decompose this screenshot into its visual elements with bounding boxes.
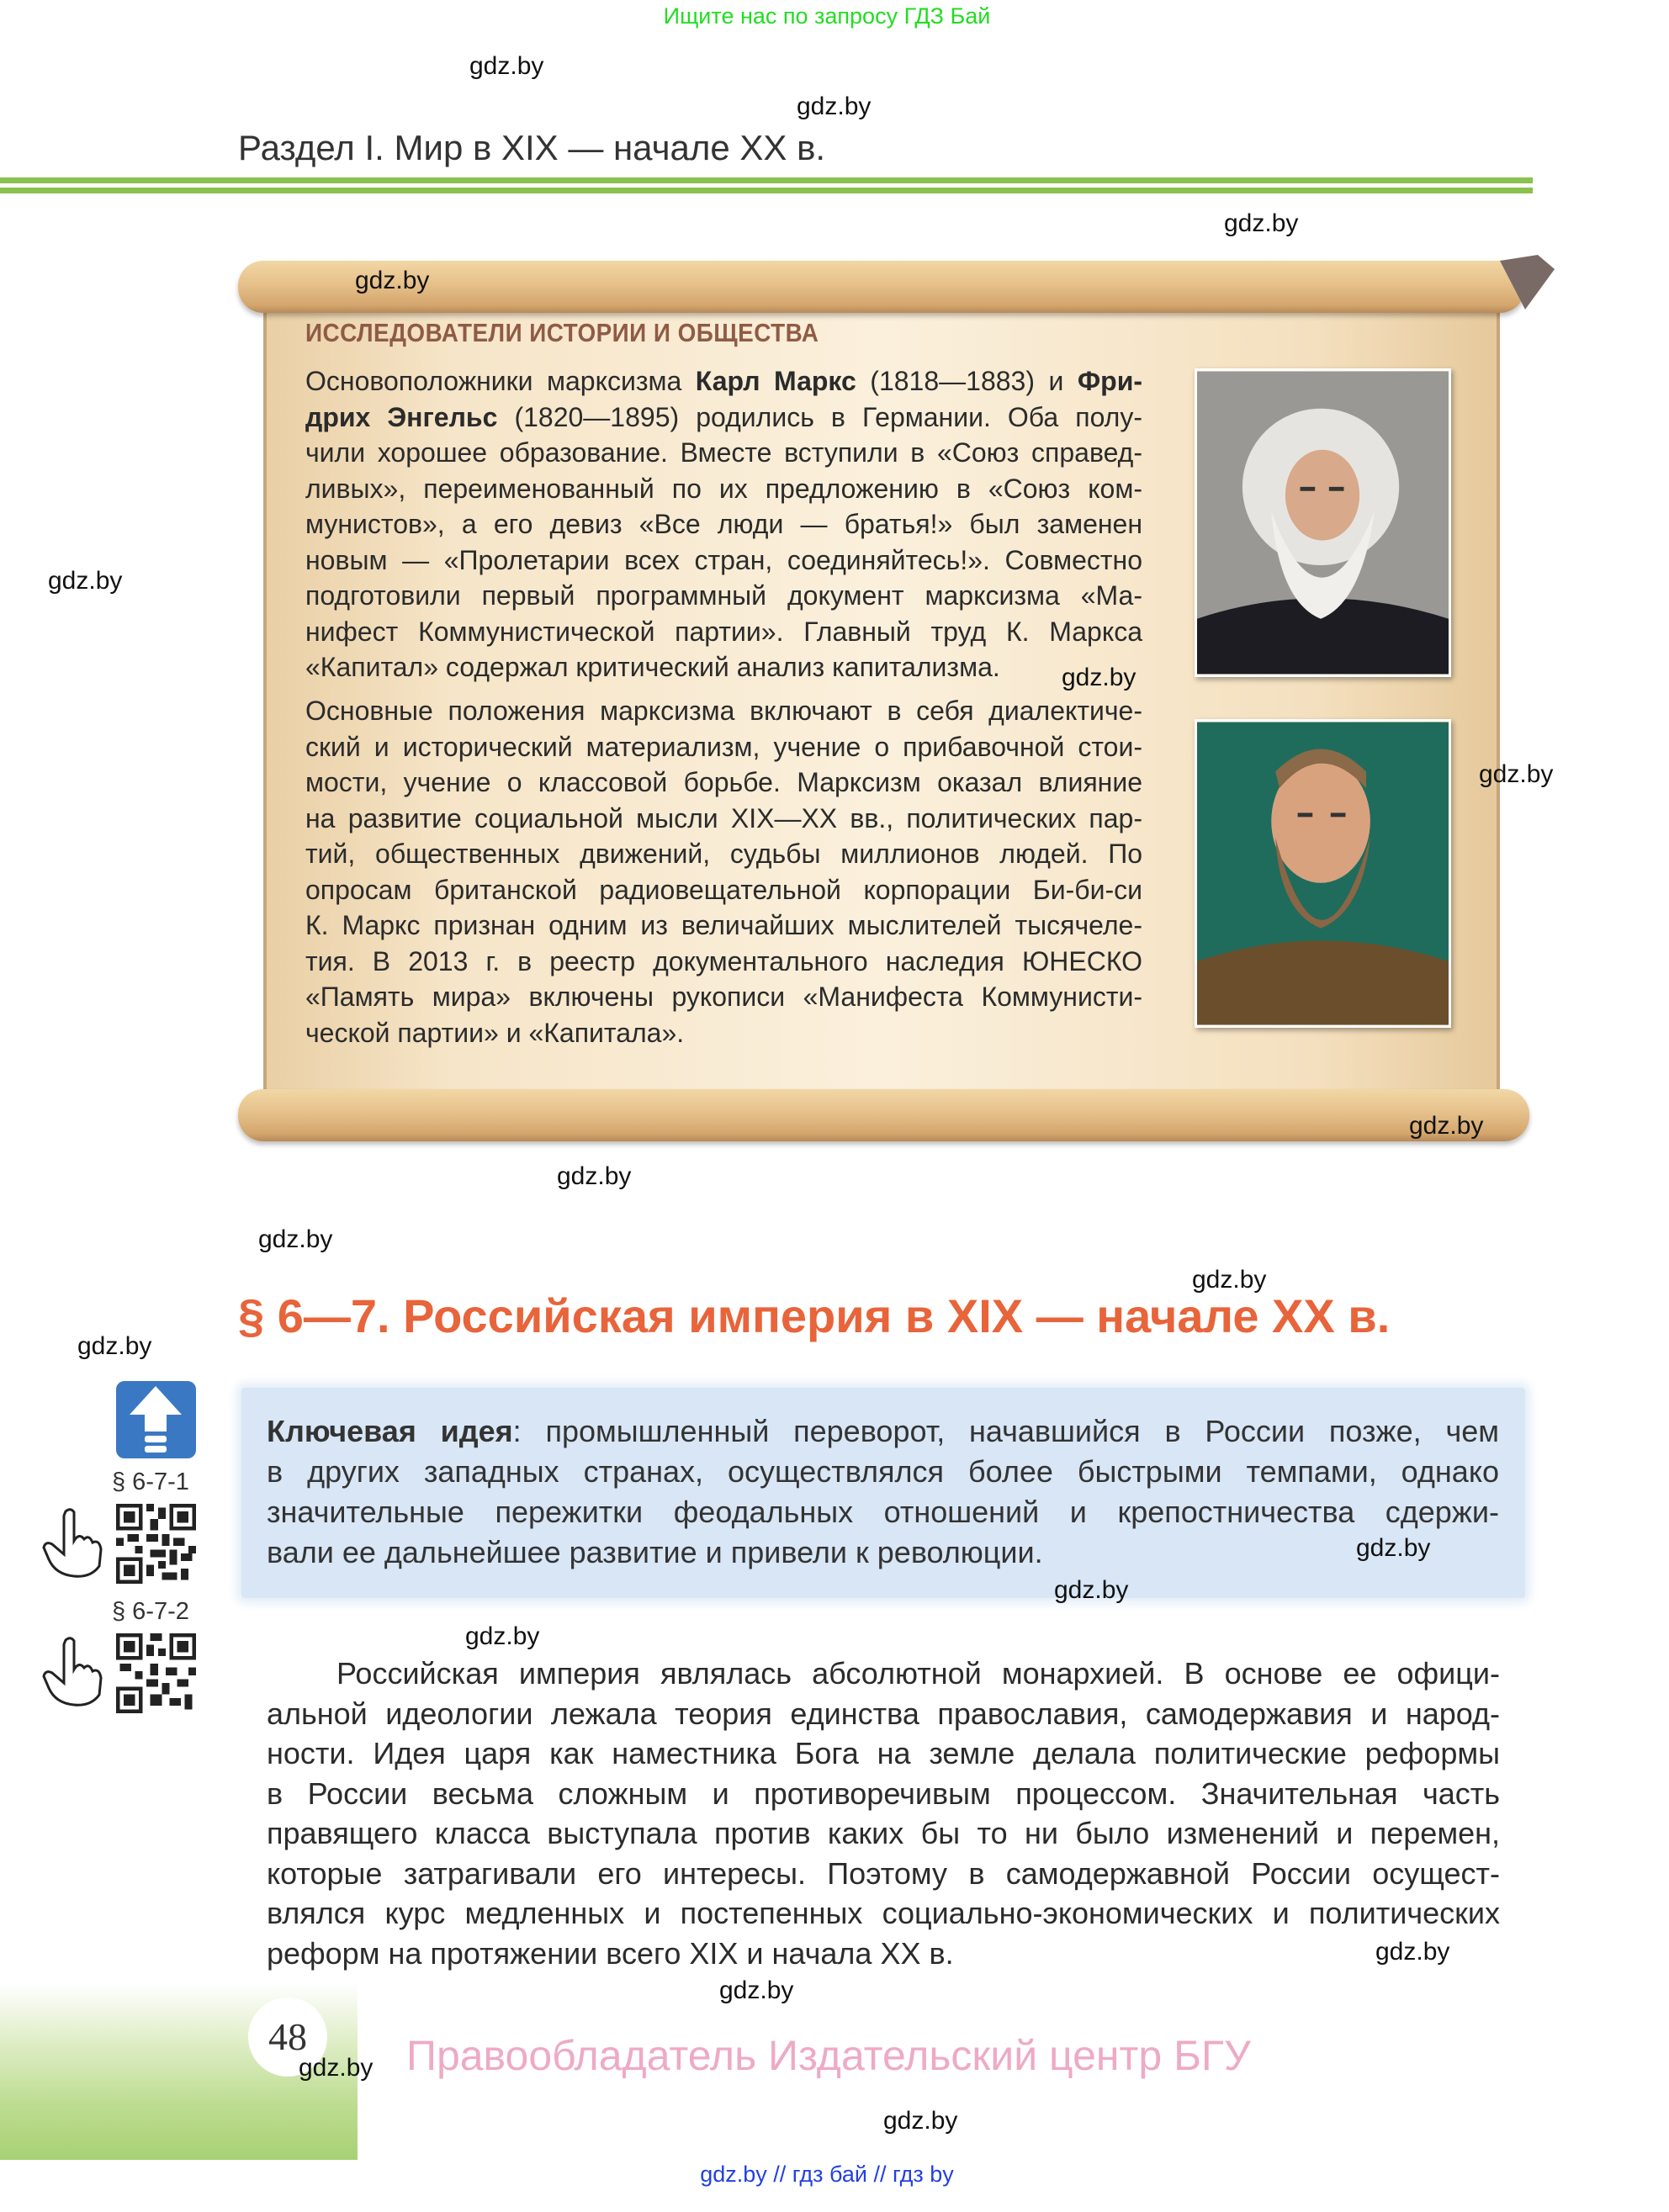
key-idea-label: Ключевая идея: [267, 1414, 513, 1448]
line: в других западных странах, осуществлялся более быстрыми темпами, однако: [267, 1454, 1499, 1489]
scroll-paragraph-2: [305, 693, 1142, 1050]
line: влялся курс медленных и постепенных социально-экономических и политических: [267, 1896, 1500, 1930]
qr-label-1: § 6-7-1: [112, 1468, 189, 1495]
watermark: gdz.by: [299, 2054, 374, 2082]
line: Основные положения марксизма включают в себя диалектиче-: [305, 696, 1142, 726]
line: правящего класса выступала против каких бы то ни было изменений и перемен,: [267, 1816, 1500, 1850]
line: новым — «Пролетарии всех стран, соединяйтесь!». Совместно: [305, 544, 1142, 575]
name-engels: дрих Энгельс: [305, 401, 498, 432]
hand-pointer-icon: [40, 1507, 108, 1579]
divider-line: [0, 188, 1533, 193]
watermark: gdz.by: [77, 1332, 152, 1360]
scroll-bottom-roll: [238, 1089, 1529, 1141]
divider-line: [0, 177, 1533, 183]
line: Российская империя являлась абсолютной монархией. В основе ее офици-: [336, 1656, 1500, 1691]
qr-code-1[interactable]: [116, 1504, 196, 1584]
text: (1820—1895) родились в Германии. Оба полу-: [497, 401, 1143, 432]
line: мости, учение о классовой борьбе. Марксизм оказал влияние: [305, 767, 1142, 797]
line: ский и исторический материализм, учение о прибавочной стои-: [305, 731, 1142, 762]
key-idea-box: [241, 1388, 1525, 1598]
line: мунистов», а его девиз «Все люди — братья!» был заменен: [305, 509, 1142, 539]
bottom-links[interactable]: gdz.by // гдз бай // гдз by: [700, 2162, 954, 2187]
line: ливых», переименованный по их предложению в «Союз ком-: [305, 473, 1142, 504]
watermark: gdz.by: [797, 93, 872, 120]
line: «Память мира» включены рукописи «Манифеста Коммунисти-: [305, 982, 1142, 1012]
scroll-paragraph-1: [305, 363, 1142, 685]
watermark: gdz.by: [465, 1622, 540, 1650]
line: подготовили первый программный документ марксизма «Ма-: [305, 580, 1142, 611]
scroll-heading: ИССЛЕДОВАТЕЛИ ИСТОРИИ И ОБЩЕСТВА: [305, 318, 819, 347]
line: ности. Идея царя как наместника Бога на земле делала политические реформы: [267, 1736, 1500, 1770]
line: К. Маркс признан одним из величайших мыслителей тысячеле-: [305, 910, 1142, 940]
qr-label-2: § 6-7-2: [112, 1598, 189, 1625]
section-title: Раздел I. Мир в XIX — начале XX в.: [238, 128, 826, 167]
watermark: gdz.by: [1192, 1266, 1267, 1294]
portrait-friedrich-engels: [1195, 719, 1451, 1028]
watermark: gdz.by: [469, 52, 544, 80]
line: в России весьма сложным и противоречивым процессом. Значительная часть: [267, 1775, 1500, 1811]
line: на развитие социальной мысли XIX—XX вв., политических пар-: [305, 802, 1142, 833]
scroll-curl-icon: [1500, 251, 1559, 314]
search-hint: Ищите нас по запросу ГДЗ Бай: [663, 3, 991, 29]
text: Основоположники марксизма: [305, 366, 696, 396]
watermark: gdz.by: [1054, 1576, 1129, 1604]
line: которые затрагивали его интересы. Поэтому в самодержавной России осущест-: [267, 1855, 1500, 1891]
text: (1818—1883) и: [856, 366, 1078, 396]
qr-code-2[interactable]: [116, 1633, 196, 1713]
line: чили хорошее образование. Вместе вступили в «Союз справед-: [305, 437, 1142, 468]
scroll-box: [238, 252, 1556, 1150]
copyright-notice: Правообладатель Издательский центр БГУ: [406, 2032, 1251, 2079]
paragraph-heading: § 6—7. Российская империя в XIX — начале XX в.: [238, 1289, 1391, 1342]
watermark: gdz.by: [557, 1162, 632, 1190]
page-number: 48: [248, 1998, 327, 2077]
line: тий, общественных движений, судьбы миллионов людей. По: [305, 839, 1142, 869]
portrait-karl-marx: [1195, 368, 1451, 677]
watermark: gdz.by: [883, 2107, 958, 2135]
line: значительные пережитки феодальных отношений и крепостничества сдержи-: [267, 1495, 1499, 1529]
line: нифест Коммунистической партии». Главный труд К. Маркса: [305, 616, 1142, 647]
line: опросам британской радиовещательной корпорации Би-би-си: [305, 874, 1142, 905]
line: реформ на протяжении всего XIX и начала XX в.: [267, 1935, 954, 1971]
watermark: gdz.by: [355, 267, 430, 294]
main-paragraph: [267, 1654, 1500, 1973]
watermark: gdz.by: [1356, 1534, 1431, 1562]
name-engels: Фри-: [1077, 366, 1143, 396]
watermark: gdz.by: [1375, 1938, 1450, 1966]
watermark: gdz.by: [1409, 1112, 1484, 1140]
line: альной идеологии лежала теория единства православия, самодержавия и народ-: [267, 1696, 1500, 1731]
upload-arrow-icon[interactable]: [116, 1381, 196, 1458]
text: : промышленный переворот, начавшийся в России позже, чем: [512, 1414, 1499, 1448]
line: «Капитал» содержал критический анализ капитализма.: [305, 652, 1000, 682]
watermark: gdz.by: [1062, 664, 1137, 691]
line: тия. В 2013 г. в реестр документального наследия ЮНЕСКО: [305, 945, 1142, 976]
watermark: gdz.by: [1224, 209, 1299, 237]
name-marx: Карл Маркс: [695, 366, 856, 396]
line: вали ее дальнейшее развитие и привели к революции.: [267, 1535, 1043, 1569]
scroll-top-roll: [238, 261, 1525, 313]
watermark: gdz.by: [48, 567, 123, 595]
hand-pointer-icon: [40, 1636, 108, 1707]
watermark: gdz.by: [719, 1977, 794, 2004]
watermark: gdz.by: [1479, 760, 1554, 788]
line: ческой партии» и «Капитала».: [305, 1017, 685, 1048]
watermark: gdz.by: [258, 1225, 333, 1253]
